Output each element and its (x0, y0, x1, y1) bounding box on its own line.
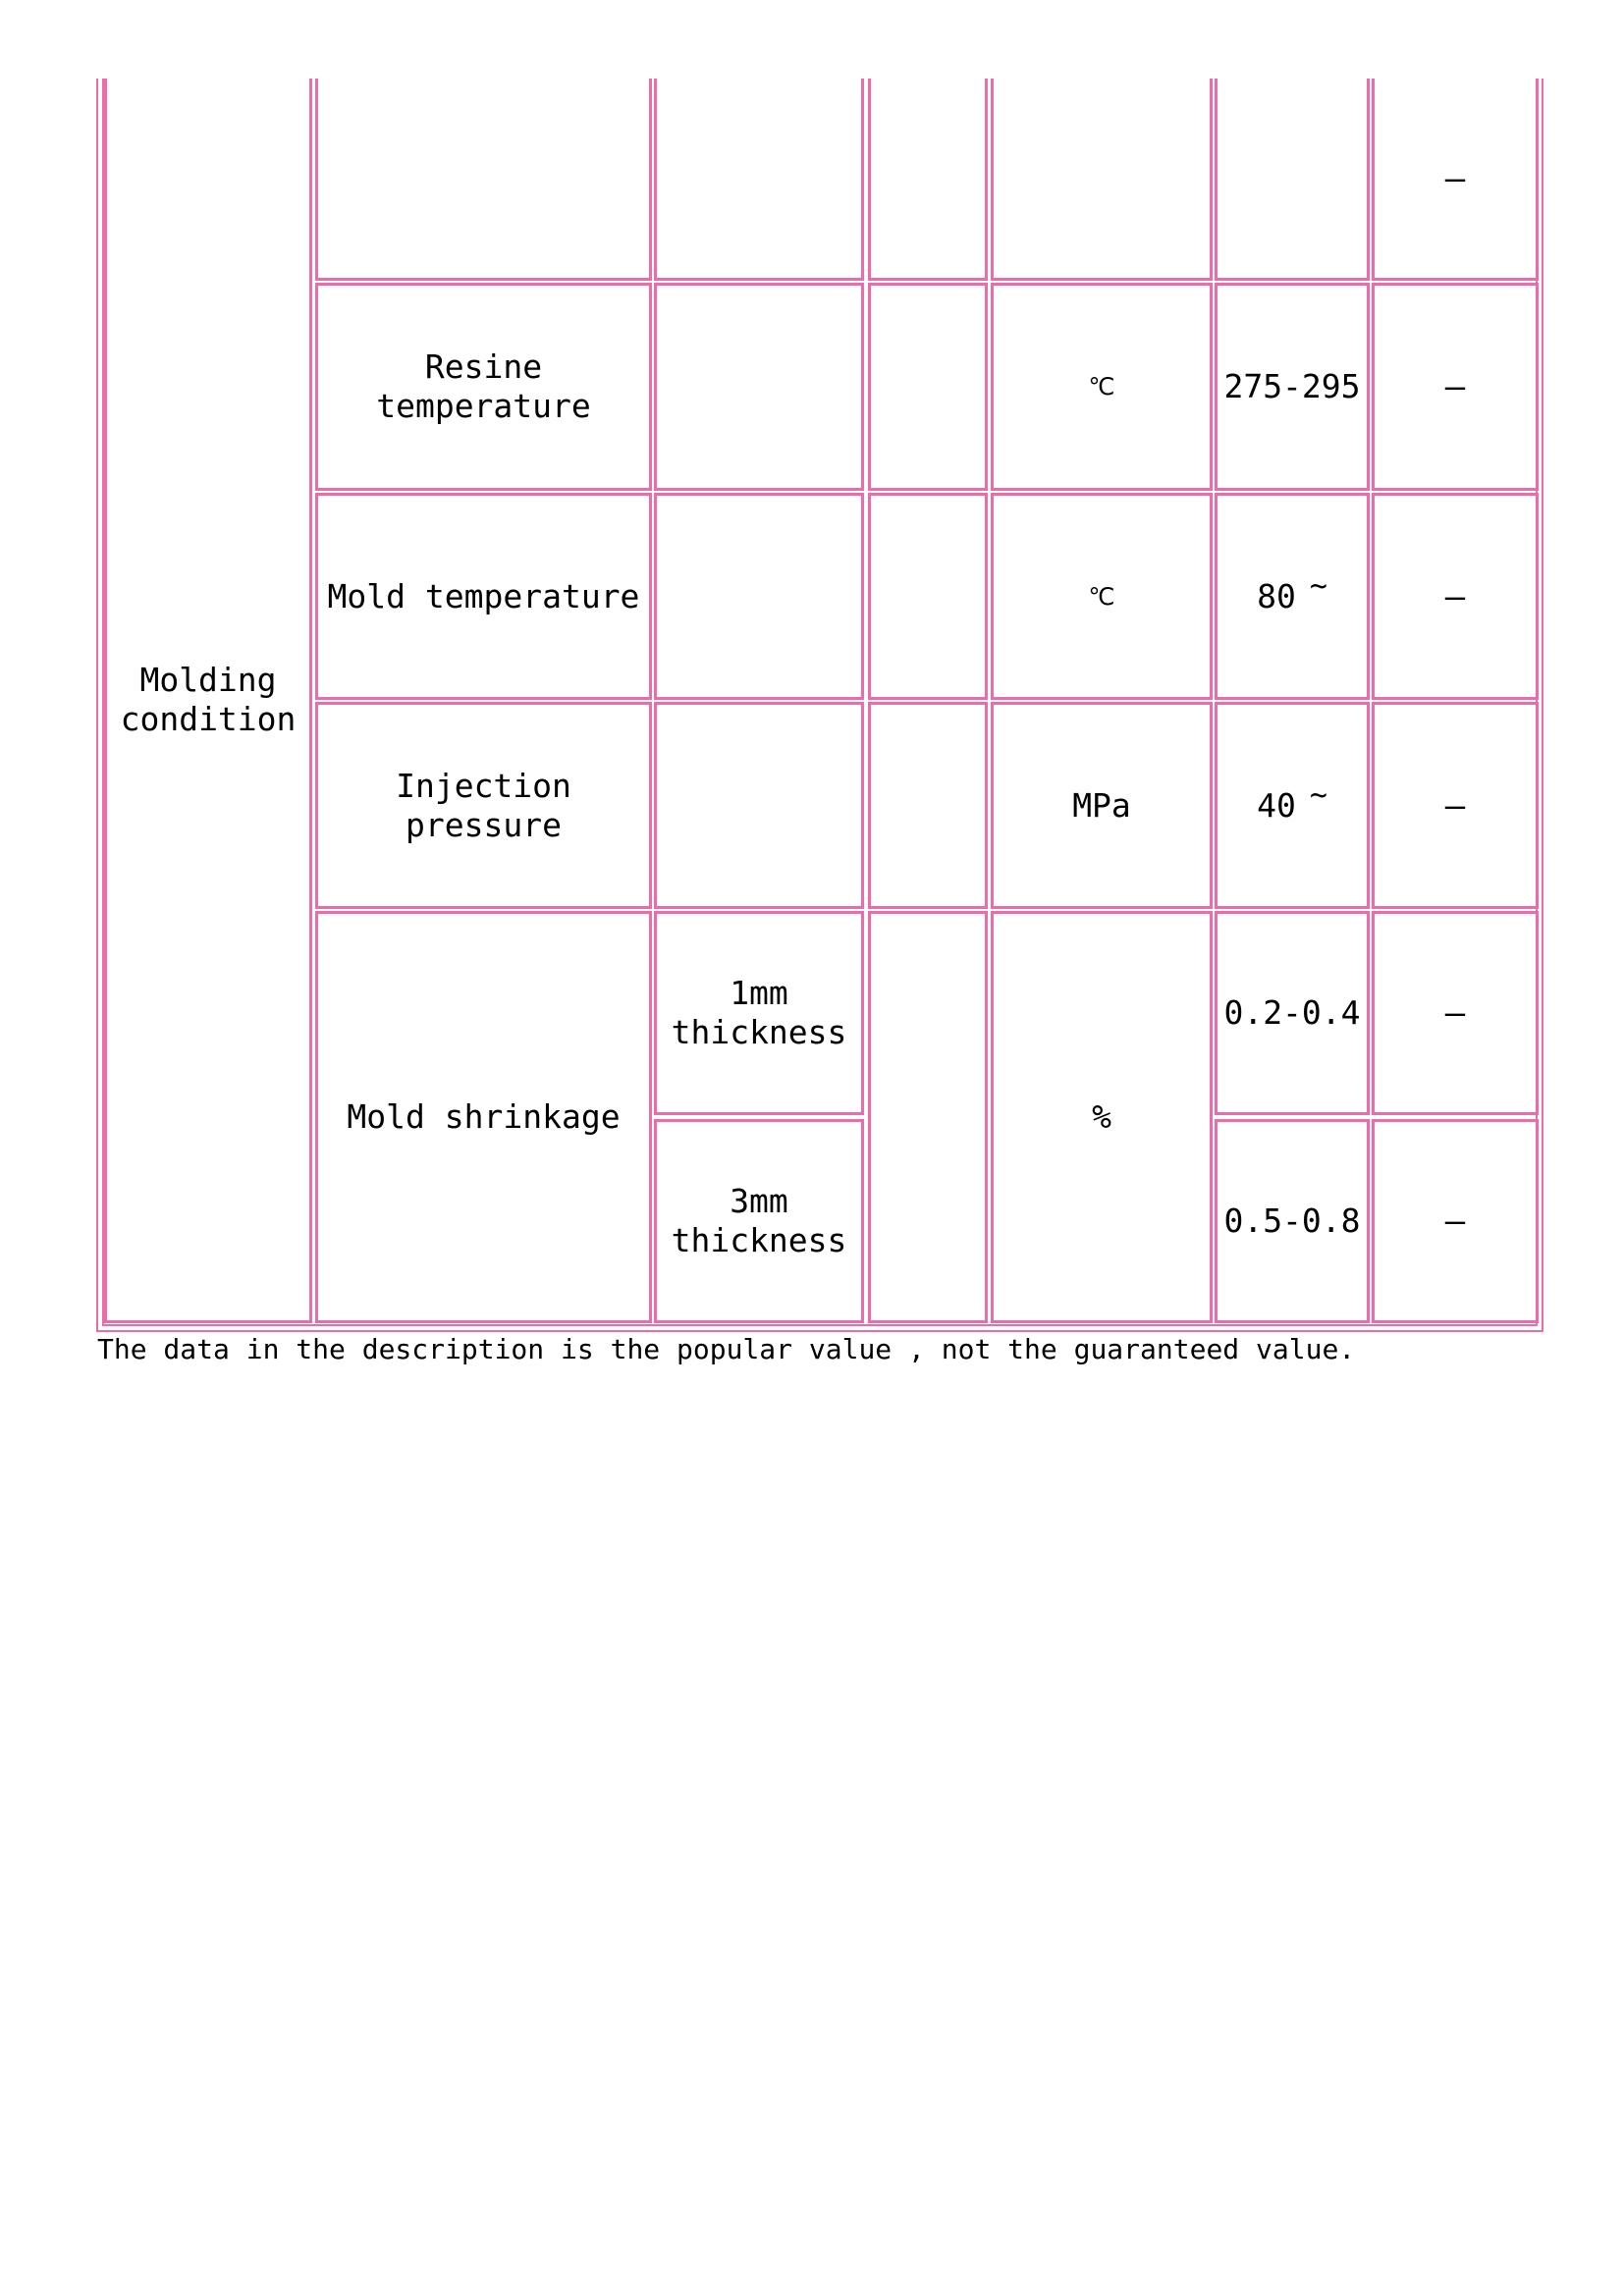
group-label-cell (104, 79, 312, 1323)
injection-pressure-label: Injection pressure (396, 766, 571, 844)
top-row-note-cell (1372, 79, 1539, 281)
injection-pressure-condition-cell (654, 702, 864, 909)
mold-temperature-note-cell (1372, 493, 1539, 700)
mold-shrinkage-property-cell (315, 911, 652, 1323)
injection-pressure-value-suffix: ~ (1309, 777, 1327, 813)
mold-shrinkage-method-cell (868, 911, 988, 1323)
injection-pressure-method-cell (868, 702, 988, 909)
resine-temperature-property-cell (315, 283, 652, 491)
mold-temperature-value-cell (1215, 493, 1370, 700)
mold-temperature-unit: ℃ (1088, 582, 1115, 611)
mold-temperature-method-cell (868, 493, 988, 700)
injection-pressure-unit: MPa (1072, 785, 1131, 825)
top-row-note: — (1444, 158, 1466, 198)
injection-pressure-value: 40 (1257, 785, 1296, 825)
injection-pressure-property-cell (315, 702, 652, 909)
shrinkage-1mm-value-cell (1215, 911, 1370, 1115)
resine-temperature-unit-cell (991, 283, 1213, 491)
shrinkage-3mm-condition: 3mm thickness (671, 1182, 847, 1259)
top-row-value-cell (1215, 79, 1370, 281)
injection-pressure-note: — (1444, 785, 1466, 826)
top-row-condition-cell (654, 79, 864, 281)
shrinkage-1mm-value: 0.2-0.4 (1223, 993, 1361, 1032)
shrinkage-3mm-value: 0.5-0.8 (1223, 1201, 1361, 1240)
resine-temperature-note-cell (1372, 283, 1539, 491)
mold-temperature-value-group (1257, 568, 1327, 616)
resine-temperature-unit: ℃ (1088, 373, 1115, 400)
resine-temperature-label: Resine temperature (376, 347, 591, 425)
resine-temperature-value-cell (1215, 283, 1370, 491)
mold-temperature-value-suffix: ~ (1309, 568, 1327, 604)
resine-temperature-note: — (1444, 367, 1466, 406)
injection-pressure-value-cell (1215, 702, 1370, 909)
shrinkage-3mm-note: — (1444, 1201, 1466, 1241)
group-label: Molding condition (120, 660, 297, 738)
mold-shrinkage-label: Mold shrinkage (347, 1097, 621, 1136)
shrinkage-1mm-condition-cell (654, 911, 864, 1115)
shrinkage-3mm-note-cell (1372, 1119, 1539, 1323)
mold-temperature-property-cell (315, 493, 652, 700)
resine-temperature-method-cell (868, 283, 988, 491)
injection-pressure-unit-cell (991, 702, 1213, 909)
mold-temperature-value: 80 (1257, 576, 1296, 615)
resine-temperature-value: 275-295 (1223, 367, 1361, 405)
injection-pressure-note-cell (1372, 702, 1539, 909)
mold-temperature-label: Mold temperature (327, 576, 640, 615)
mold-shrinkage-unit: % (1092, 1097, 1111, 1136)
injection-pressure-value-group (1257, 777, 1327, 826)
top-row-method-cell (868, 79, 988, 281)
shrinkage-3mm-value-cell (1215, 1119, 1370, 1323)
mold-temperature-condition-cell (654, 493, 864, 700)
mold-temperature-note: — (1444, 576, 1466, 616)
shrinkage-1mm-note: — (1444, 993, 1466, 1033)
top-row-unit-cell (991, 79, 1213, 281)
shrinkage-3mm-condition-cell (654, 1119, 864, 1323)
resine-temperature-condition-cell (654, 283, 864, 491)
mold-shrinkage-unit-cell (991, 911, 1213, 1323)
shrinkage-1mm-note-cell (1372, 911, 1539, 1115)
mold-temperature-unit-cell (991, 493, 1213, 700)
shrinkage-1mm-condition: 1mm thickness (671, 974, 847, 1051)
footnote: The data in the description is the popular value , not the guaranteed value. (97, 1333, 1356, 1365)
top-row-property-cell (315, 79, 652, 281)
